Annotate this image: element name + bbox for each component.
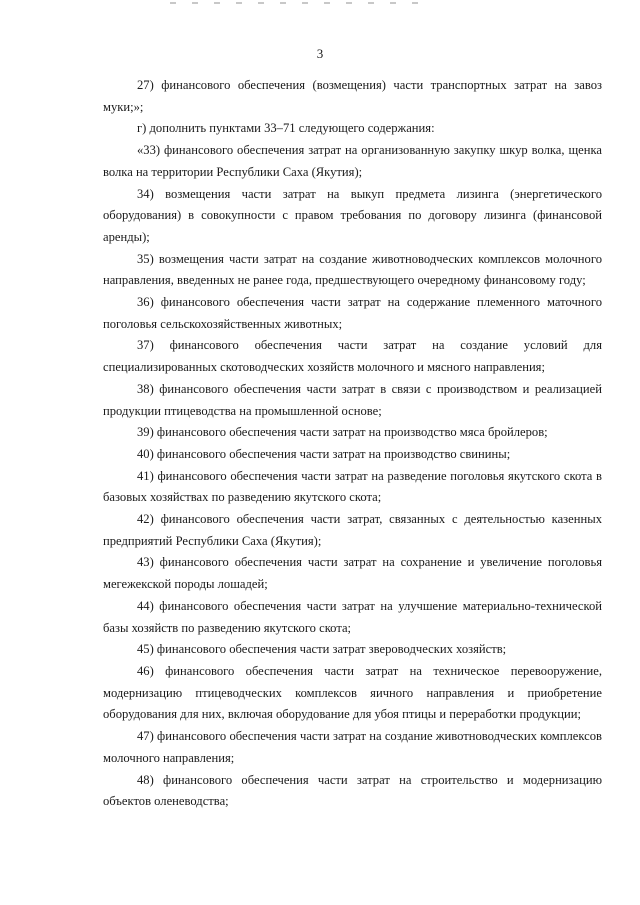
- paragraph-amendment-g: г) дополнить пунктами 33–71 следующего содержания:: [137, 121, 435, 136]
- paragraph-item-37: 37) финансового обеспечения части затрат на создание условий для специализированных скотоводческих хозяйств молочного и мясного направления;: [103, 338, 602, 375]
- paragraph-item-33: «33) финансового обеспечения затрат на организованную закупку шкур волка, щенка волка на территории Республики Саха (Якутия);: [103, 143, 602, 179]
- paragraph-item-43: 43) финансового обеспечения части затрат на сохранение и увеличение поголовья мегежекской породы лошадей;: [103, 555, 602, 592]
- document-body: [103, 75, 602, 813]
- scan-artifact: [170, 2, 430, 4]
- paragraph-item-36: 36) финансового обеспечения части затрат на содержание племенного маточного поголовья сельскохозяйственных животных;: [103, 295, 602, 331]
- page-number: 3: [316, 46, 324, 61]
- paragraph-item-35: 35) возмещения части затрат на создание животноводческих комплексов молочного направления, введенных не ранее года, предшествующего очередному финансовому году;: [103, 251, 602, 288]
- paragraph-item-45: 45) финансового обеспечения части затрат звероводческих хозяйств;: [137, 642, 507, 657]
- paragraph-item-34: 34) возмещения части затрат на выкуп предмета лизинга (энергетического оборудования) в совокупности с правом требования по договору лизинга (финансовой аренды);: [103, 186, 602, 244]
- paragraph-item-39: 39) финансового обеспечения части затрат на производство мяса бройлеров;: [137, 425, 548, 440]
- paragraph-item-40: 40) финансового обеспечения части затрат на производство свинины;: [137, 446, 511, 461]
- paragraph-item-27: 27) финансового обеспечения (возмещения) части транспортных затрат на завоз муки;»;: [103, 78, 602, 114]
- paragraph-item-47: 47) финансового обеспечения части затрат на создание животноводческих комплексов молочного направления;: [103, 729, 602, 765]
- paragraph-item-44: 44) финансового обеспечения части затрат на улучшение материально-технической базы хозяйств по разведению якутского скота;: [103, 598, 602, 635]
- paragraph-item-41: 41) финансового обеспечения части затрат на разведение поголовья якутского скота в базовых хозяйствах по разведению якутского скота;: [103, 468, 602, 505]
- paragraph-item-42: 42) финансового обеспечения части затрат, связанных с деятельностью казенных предприятий Республики Саха (Якутия);: [103, 512, 602, 548]
- paragraph-item-48: 48) финансового обеспечения части затрат на строительство и модернизацию объектов оленеводства;: [103, 772, 602, 809]
- paragraph-item-46: 46) финансового обеспечения части затрат на техническое перевооружение, модернизацию птицеводческих комплексов яичного направления и приобретение оборудования для них, включая оборудование для убоя птицы и переработки продукции;: [103, 663, 602, 722]
- paragraph-item-38: 38) финансового обеспечения части затрат в связи с производством и реализацией продукции птицеводства на промышленной основе;: [103, 381, 602, 418]
